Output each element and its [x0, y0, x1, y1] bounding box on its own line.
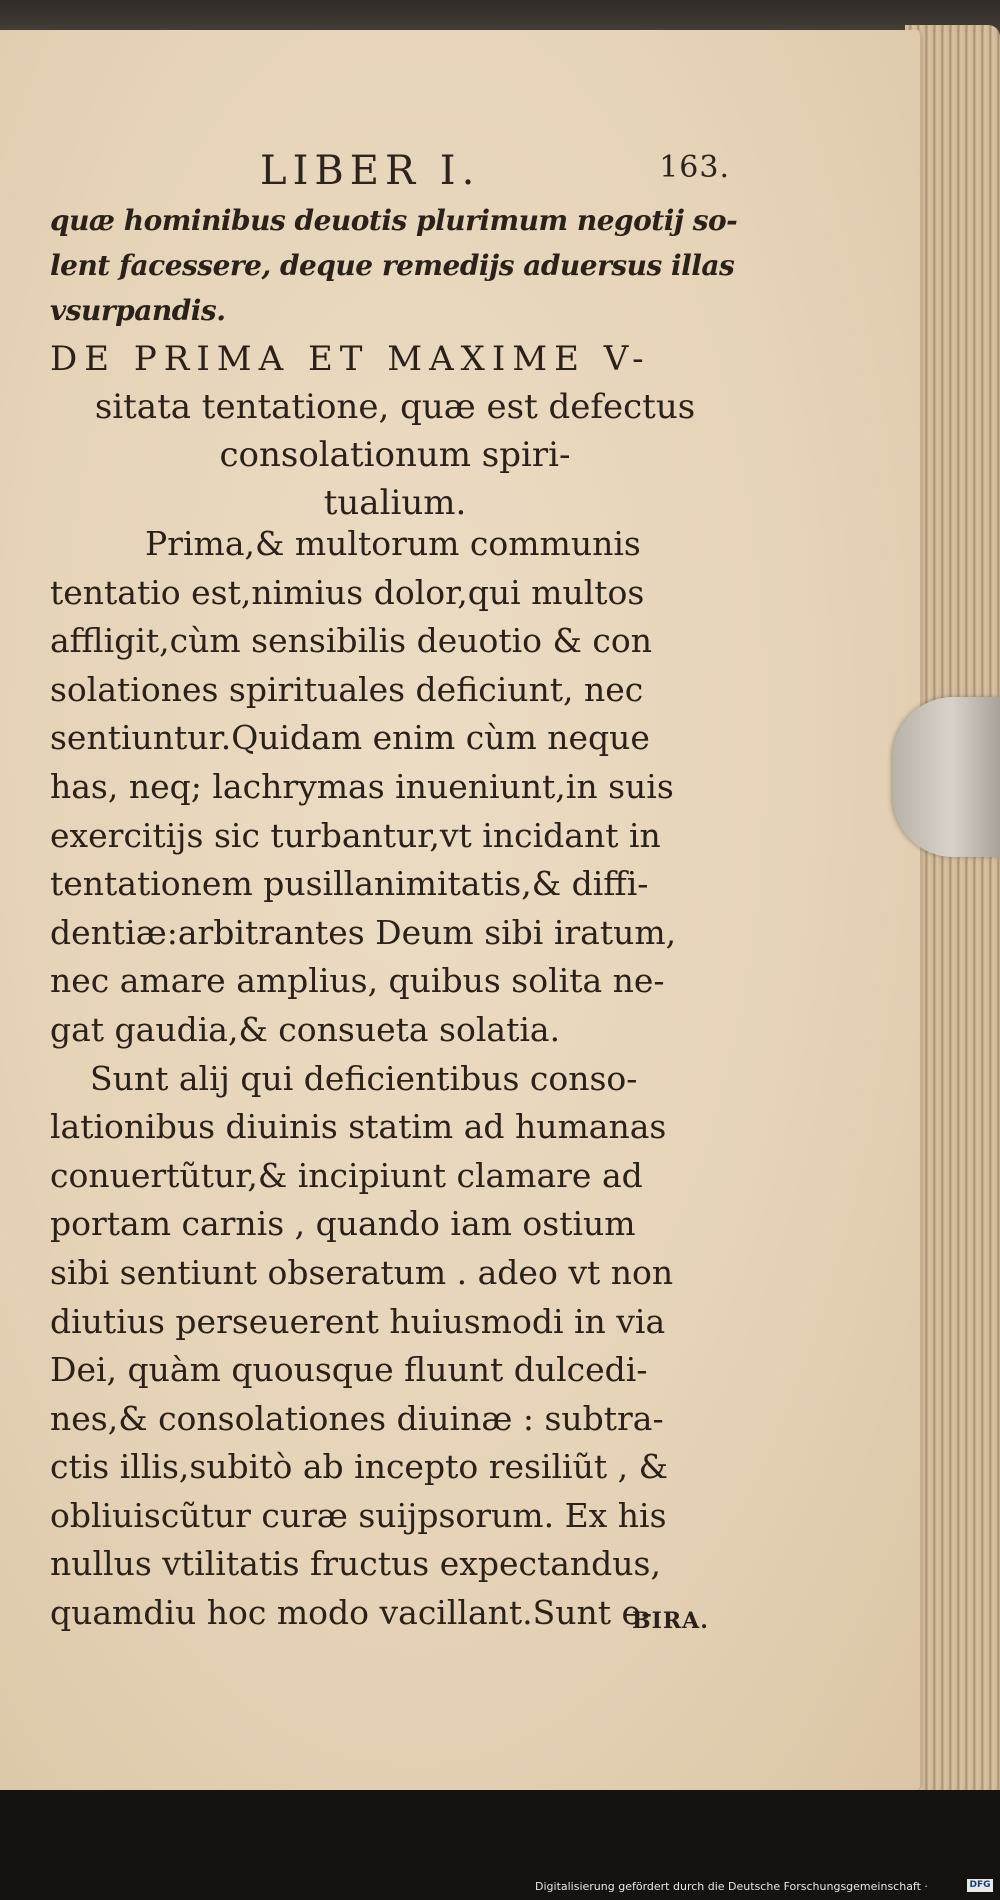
text-line: solationes spirituales deficiunt, nec — [50, 669, 644, 709]
intro-italic — [50, 198, 740, 333]
text-line: tentatio est,nimius dolor,qui multos — [50, 572, 645, 612]
dfg-logo-icon: DFG — [967, 1879, 993, 1892]
text-line: diutius perseuerent huiusmodi in via — [50, 1301, 666, 1341]
heading-line: tualium. — [323, 483, 467, 523]
body-text — [50, 520, 740, 1638]
digitization-credit: Digitalisierung gefördert durch die Deutsche Forschungsgemeinschaft · — [535, 1880, 928, 1893]
book-page — [0, 30, 923, 1790]
running-head-title: LIBER I. — [260, 148, 481, 194]
running-head — [260, 148, 730, 194]
text-line: quamdiu hoc modo vacillant.Sunt e- — [50, 1593, 653, 1633]
intro-line: vsurpandis. — [50, 294, 226, 327]
text-line: nullus vtilitatis fructus expectandus, — [50, 1544, 661, 1584]
text-line: obliuiscũtur curæ suijpsorum. Ex his — [50, 1495, 667, 1535]
text-line: ctis illis,subitò ab incepto resiliũt , & — [50, 1447, 668, 1487]
page-number: 163. — [659, 150, 730, 185]
text-line: portam carnis , quando iam ostium — [50, 1204, 636, 1244]
heading-line: sitata tentatione, quæ est defectus — [94, 387, 696, 427]
text-line: has, neq; lachrymas inueniunt,in suis — [50, 766, 674, 806]
text-line: affligit,cùm sensibilis deuotio & con — [50, 621, 653, 661]
intro-line: quæ hominibus deuotis plurimum negotij so- — [50, 204, 738, 237]
text-line: dentiæ:arbitrantes Deum sibi iratum, — [50, 912, 677, 952]
chapter-heading — [50, 335, 740, 527]
text-line: nec amare amplius, quibus solita ne- — [50, 961, 665, 1001]
text-line: sibi sentiunt obseratum . adeo vt non — [50, 1252, 674, 1292]
text-line: tentationem pusillanimitatis,& diffi- — [50, 864, 649, 904]
text-line: exercitijs sic turbantur,vt incidant in — [50, 815, 661, 855]
text-line: sentiuntur.Quidam enim cùm neque — [50, 718, 650, 758]
intro-line: lent facessere, deque remedijs aduersus illas — [50, 249, 735, 282]
text-line: Dei, quàm quousque fluunt dulcedi- — [50, 1350, 648, 1390]
text-line: nes,& consolationes diuinæ : subtra- — [50, 1398, 664, 1438]
text-line: conuertũtur,& incipiunt clamare ad — [50, 1155, 643, 1195]
text-line: lationibus diuinis statim ad humanas — [50, 1107, 667, 1147]
heading-line: consolationum spiri- — [219, 435, 571, 475]
text-line: Sunt alij qui deficientibus conso- — [90, 1058, 638, 1098]
text-line: Prima,& multorum communis — [145, 524, 641, 563]
heading-line: DE PRIMA ET MAXIME V- — [50, 339, 651, 379]
text-line: gat gaudia,& consueta solatia. — [50, 1009, 561, 1049]
page-clip — [893, 697, 1000, 857]
catchword: BIRA. — [632, 1608, 709, 1634]
